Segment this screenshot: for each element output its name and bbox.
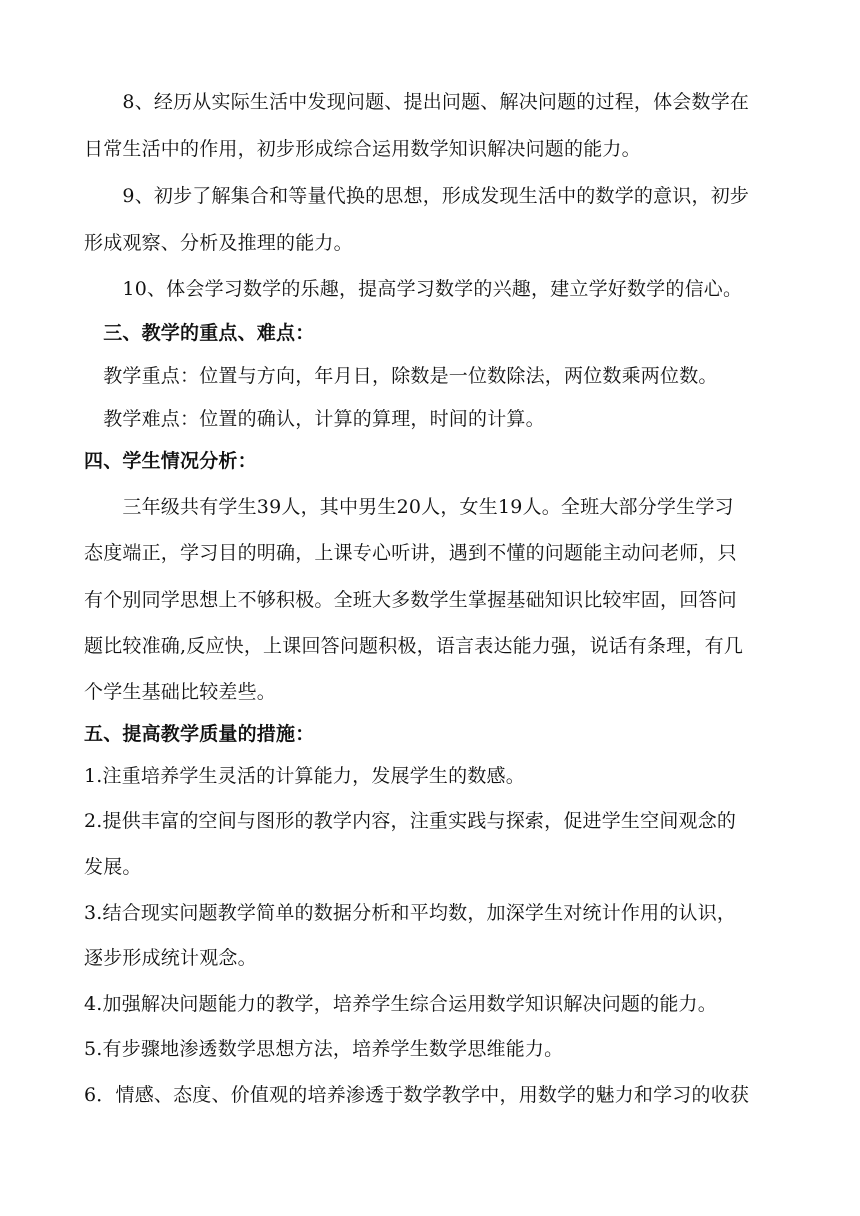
paragraph-line: 三年级共有学生39人，其中男生20人，女生19人。全班大部分学生学习 (84, 496, 734, 518)
paragraph-line: 日常生活中的作用，初步形成综合运用数学知识解决问题的能力。 (84, 138, 641, 160)
paragraph-line: 10、体会学习数学的乐趣，提高学习数学的兴趣，建立学好数学的信心。 (84, 278, 743, 300)
paragraph-line: 教学重点：位置与方向，年月日，除数是一位数除法，两位数乘两位数。 (84, 365, 718, 387)
section-heading: 三、教学的重点、难点： (84, 322, 315, 344)
paragraph-line: 有个别同学思想上不够积极。全班大多数学生掌握基础知识比较牢固，回答问 (84, 589, 737, 611)
list-item: 2.提供丰富的空间与图形的教学内容，注重实践与探索，促进学生空间观念的 (84, 810, 737, 832)
list-item: 1.注重培养学生灵活的计算能力，发展学生的数感。 (84, 765, 525, 787)
paragraph-line: 8、经历从实际生活中发现问题、提出问题、解决问题的过程，体会数学在 (84, 91, 750, 113)
list-item: 4.加强解决问题能力的教学，培养学生综合运用数学知识解决问题的能力。 (84, 993, 717, 1015)
paragraph-line: 教学难点：位置的确认，计算的算理，时间的计算。 (84, 408, 545, 430)
paragraph-line: 题比较准确,反应快，上课回答问题积极，语言表达能力强，说话有条理，有几 (84, 635, 744, 657)
list-item-continuation: 逐步形成统计观念。 (84, 947, 257, 969)
paragraph-line: 9、初步了解集合和等量代换的思想，形成发现生活中的数学的意识，初步 (84, 185, 750, 207)
list-item: 3.结合现实问题教学简单的数据分析和平均数，加深学生对统计作用的认识， (84, 902, 737, 924)
list-item: 6．情感、态度、价值观的培养渗透于数学教学中，用数学的魅力和学习的收获 (84, 1084, 750, 1106)
section-heading: 五、提高教学质量的措施： (84, 723, 315, 745)
list-item-continuation: 发展。 (84, 856, 142, 878)
paragraph-line: 个学生基础比较差些。 (84, 681, 277, 703)
list-item: 5.有步骤地渗透数学思想方法，培养学生数学思维能力。 (84, 1038, 564, 1060)
section-heading: 四、学生情况分析： (84, 450, 257, 472)
paragraph-line: 态度端正，学习目的明确，上课专心听讲，遇到不懂的问题能主动问老师，只 (84, 542, 737, 564)
paragraph-line: 形成观察、分析及推理的能力。 (84, 232, 353, 254)
